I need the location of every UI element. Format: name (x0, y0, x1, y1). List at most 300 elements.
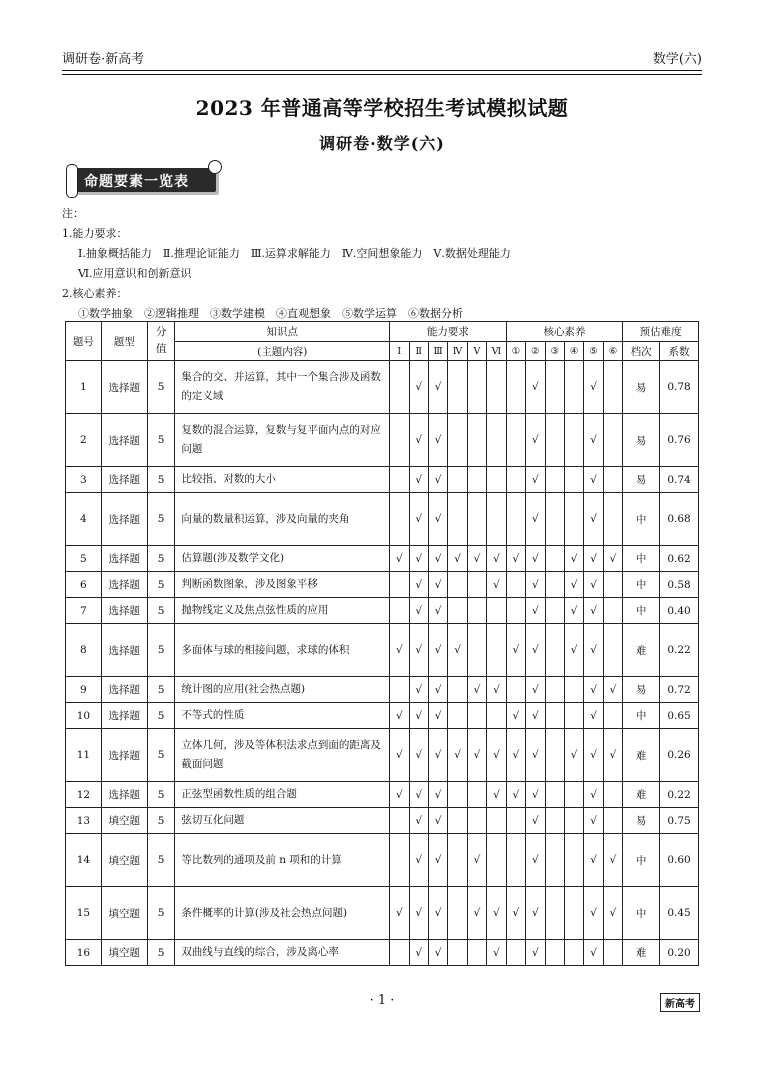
check-mark: √ (506, 546, 525, 572)
table-row (66, 834, 699, 887)
empty-cell (448, 782, 467, 808)
check-mark: √ (428, 546, 447, 572)
empty-cell (390, 414, 409, 467)
ability-col-6: Ⅵ (487, 342, 506, 361)
cell-coef: 0.72 (660, 677, 699, 703)
ability-col-2: Ⅱ (409, 342, 428, 361)
cell-level: 难 (623, 940, 660, 966)
empty-cell (603, 808, 622, 834)
empty-cell (545, 834, 564, 887)
check-mark: √ (526, 703, 545, 729)
cell-type: 选择题 (101, 703, 147, 729)
cell-topic: 立体几何，涉及等体积法求点到面的距离及截面问题 (175, 729, 390, 782)
check-mark: √ (467, 834, 486, 887)
empty-cell (467, 493, 486, 546)
check-mark: √ (409, 782, 428, 808)
check-mark: √ (603, 729, 622, 782)
table-row (66, 782, 699, 808)
cell-level: 易 (623, 808, 660, 834)
table-row (66, 598, 699, 624)
cell-topic: 集合的交、并运算，其中一个集合涉及函数的定义域 (175, 361, 390, 414)
empty-cell (487, 414, 506, 467)
cell-type: 选择题 (101, 493, 147, 546)
empty-cell (390, 598, 409, 624)
empty-cell (448, 703, 467, 729)
cell-no: 12 (66, 782, 102, 808)
cell-topic: 等比数列的通项及前 n 项和的计算 (175, 834, 390, 887)
empty-cell (487, 467, 506, 493)
cell-no: 5 (66, 546, 102, 572)
empty-cell (448, 467, 467, 493)
check-mark: √ (526, 414, 545, 467)
table-row (66, 703, 699, 729)
ability-col-3: Ⅲ (428, 342, 447, 361)
empty-cell (564, 703, 583, 729)
check-mark: √ (584, 361, 603, 414)
empty-cell (487, 598, 506, 624)
check-mark: √ (584, 598, 603, 624)
check-mark: √ (487, 546, 506, 572)
empty-cell (564, 467, 583, 493)
check-mark: √ (603, 834, 622, 887)
empty-cell (545, 624, 564, 677)
empty-cell (448, 572, 467, 598)
cell-coef: 0.26 (660, 729, 699, 782)
empty-cell (448, 493, 467, 546)
empty-cell (506, 598, 525, 624)
cell-coef: 0.75 (660, 808, 699, 834)
check-mark: √ (390, 782, 409, 808)
check-mark: √ (603, 546, 622, 572)
cell-coef: 0.22 (660, 782, 699, 808)
col-header-coef: 系数 (660, 342, 699, 361)
check-mark: √ (428, 572, 447, 598)
cell-coef: 0.22 (660, 624, 699, 677)
empty-cell (564, 834, 583, 887)
cell-level: 中 (623, 834, 660, 887)
cell-level: 难 (623, 729, 660, 782)
cell-level: 中 (623, 598, 660, 624)
table-row (66, 624, 699, 677)
check-mark: √ (409, 467, 428, 493)
check-mark: √ (526, 887, 545, 940)
cell-score: 5 (147, 467, 175, 493)
check-mark: √ (428, 467, 447, 493)
requirements-table (65, 321, 699, 966)
table-row (66, 887, 699, 940)
literacy-col-1: ① (506, 342, 525, 361)
cell-coef: 0.65 (660, 703, 699, 729)
empty-cell (564, 361, 583, 414)
cell-no: 1 (66, 361, 102, 414)
empty-cell (564, 808, 583, 834)
notes-item-ability: 1.能力要求： (62, 227, 128, 240)
cell-coef: 0.78 (660, 361, 699, 414)
cell-score: 5 (147, 834, 175, 887)
check-mark: √ (409, 572, 428, 598)
empty-cell (506, 834, 525, 887)
check-mark: √ (448, 729, 467, 782)
empty-cell (448, 677, 467, 703)
cell-topic: 判断函数图象，涉及图象平移 (175, 572, 390, 598)
col-header-no: 题号 (66, 322, 102, 361)
table-row (66, 677, 699, 703)
cell-type: 填空题 (101, 940, 147, 966)
notes-label: 注： (62, 207, 84, 220)
empty-cell (448, 361, 467, 414)
ability-col-5: Ⅴ (467, 342, 486, 361)
header-left: 调研卷·新高考 (62, 52, 145, 67)
cell-no: 3 (66, 467, 102, 493)
col-header-literacy: 核心素养 (506, 322, 623, 342)
page-subtitle: 调研卷·数学(六) (319, 134, 445, 153)
empty-cell (390, 493, 409, 546)
empty-cell (564, 493, 583, 546)
empty-cell (390, 467, 409, 493)
table-row (66, 414, 699, 467)
empty-cell (545, 546, 564, 572)
cell-no: 6 (66, 572, 102, 598)
cell-type: 填空题 (101, 808, 147, 834)
empty-cell (603, 467, 622, 493)
empty-cell (448, 808, 467, 834)
check-mark: √ (526, 546, 545, 572)
cell-coef: 0.68 (660, 493, 699, 546)
cell-type: 填空题 (101, 887, 147, 940)
col-header-type: 题型 (101, 322, 147, 361)
empty-cell (603, 493, 622, 546)
empty-cell (467, 598, 486, 624)
check-mark: √ (428, 703, 447, 729)
empty-cell (506, 677, 525, 703)
empty-cell (545, 782, 564, 808)
literacy-col-3: ③ (545, 342, 564, 361)
empty-cell (487, 703, 506, 729)
ability-col-1: Ⅰ (390, 342, 409, 361)
scroll-curl-icon (208, 160, 222, 174)
check-mark: √ (409, 624, 428, 677)
cell-level: 易 (623, 467, 660, 493)
page-header (62, 48, 702, 70)
cell-coef: 0.60 (660, 834, 699, 887)
check-mark: √ (526, 834, 545, 887)
cell-topic: 统计图的应用(社会热点题) (175, 677, 390, 703)
check-mark: √ (526, 467, 545, 493)
check-mark: √ (526, 808, 545, 834)
check-mark: √ (526, 677, 545, 703)
empty-cell (467, 572, 486, 598)
check-mark: √ (428, 493, 447, 546)
table-row (66, 808, 699, 834)
cell-coef: 0.45 (660, 887, 699, 940)
table-row (66, 572, 699, 598)
cell-coef: 0.20 (660, 940, 699, 966)
table-row (66, 361, 699, 414)
col-header-topic: 知识点 (175, 322, 390, 342)
check-mark: √ (584, 834, 603, 887)
check-mark: √ (428, 808, 447, 834)
empty-cell (564, 677, 583, 703)
cell-type: 选择题 (101, 598, 147, 624)
check-mark: √ (506, 624, 525, 677)
empty-cell (467, 361, 486, 414)
empty-cell (506, 808, 525, 834)
check-mark: √ (428, 887, 447, 940)
check-mark: √ (409, 808, 428, 834)
empty-cell (506, 572, 525, 598)
empty-cell (545, 703, 564, 729)
check-mark: √ (448, 546, 467, 572)
check-mark: √ (487, 887, 506, 940)
col-header-difficulty: 预估难度 (623, 322, 699, 342)
check-mark: √ (409, 361, 428, 414)
check-mark: √ (428, 598, 447, 624)
check-mark: √ (390, 729, 409, 782)
cell-score: 5 (147, 546, 175, 572)
check-mark: √ (428, 677, 447, 703)
check-mark: √ (603, 887, 622, 940)
header-rule-thick (62, 70, 702, 71)
check-mark: √ (584, 546, 603, 572)
cell-topic: 估算题(涉及数学文化) (175, 546, 390, 572)
cell-topic: 抛物线定义及焦点弦性质的应用 (175, 598, 390, 624)
check-mark: √ (526, 361, 545, 414)
empty-cell (467, 782, 486, 808)
cell-topic: 多面体与球的相接问题，求球的体积 (175, 624, 390, 677)
check-mark: √ (487, 572, 506, 598)
cell-type: 选择题 (101, 361, 147, 414)
cell-level: 易 (623, 677, 660, 703)
empty-cell (448, 834, 467, 887)
cell-level: 中 (623, 572, 660, 598)
cell-score: 5 (147, 677, 175, 703)
check-mark: √ (584, 887, 603, 940)
check-mark: √ (409, 414, 428, 467)
table-row (66, 467, 699, 493)
check-mark: √ (409, 546, 428, 572)
footer-tag: 新高考 (660, 993, 700, 1012)
empty-cell (448, 940, 467, 966)
empty-cell (564, 940, 583, 966)
cell-type: 填空题 (101, 834, 147, 887)
empty-cell (467, 414, 486, 467)
cell-score: 5 (147, 808, 175, 834)
check-mark: √ (428, 414, 447, 467)
cell-score: 5 (147, 414, 175, 467)
check-mark: √ (584, 808, 603, 834)
check-mark: √ (584, 782, 603, 808)
cell-level: 中 (623, 703, 660, 729)
check-mark: √ (584, 467, 603, 493)
empty-cell (545, 729, 564, 782)
empty-cell (448, 598, 467, 624)
check-mark: √ (428, 940, 447, 966)
cell-score: 5 (147, 361, 175, 414)
check-mark: √ (467, 677, 486, 703)
check-mark: √ (564, 624, 583, 677)
cell-score: 5 (147, 782, 175, 808)
ability-list-2: Ⅵ.应用意识和创新意识 (78, 267, 192, 280)
cell-level: 中 (623, 887, 660, 940)
check-mark: √ (506, 782, 525, 808)
check-mark: √ (409, 940, 428, 966)
empty-cell (564, 414, 583, 467)
cell-coef: 0.62 (660, 546, 699, 572)
cell-topic: 比较指、对数的大小 (175, 467, 390, 493)
empty-cell (487, 493, 506, 546)
cell-type: 选择题 (101, 572, 147, 598)
empty-cell (487, 834, 506, 887)
notes-section (62, 204, 511, 324)
cell-topic: 正弦型函数性质的组合题 (175, 782, 390, 808)
check-mark: √ (428, 624, 447, 677)
check-mark: √ (506, 703, 525, 729)
cell-type: 选择题 (101, 624, 147, 677)
empty-cell (545, 808, 564, 834)
cell-score: 5 (147, 493, 175, 546)
check-mark: √ (584, 624, 603, 677)
cell-coef: 0.40 (660, 598, 699, 624)
empty-cell (603, 940, 622, 966)
cell-no: 14 (66, 834, 102, 887)
check-mark: √ (564, 598, 583, 624)
empty-cell (390, 834, 409, 887)
empty-cell (603, 361, 622, 414)
empty-cell (467, 703, 486, 729)
literacy-col-6: ⑥ (603, 342, 622, 361)
empty-cell (390, 361, 409, 414)
table-row (66, 729, 699, 782)
cell-no: 10 (66, 703, 102, 729)
empty-cell (545, 677, 564, 703)
cell-type: 选择题 (101, 677, 147, 703)
col-header-ability: 能力要求 (390, 322, 507, 342)
empty-cell (564, 887, 583, 940)
empty-cell (467, 808, 486, 834)
check-mark: √ (467, 887, 486, 940)
empty-cell (545, 598, 564, 624)
cell-topic: 向量的数量积运算，涉及向量的夹角 (175, 493, 390, 546)
ability-col-4: Ⅳ (448, 342, 467, 361)
cell-score: 5 (147, 940, 175, 966)
check-mark: √ (584, 572, 603, 598)
cell-coef: 0.58 (660, 572, 699, 598)
empty-cell (545, 887, 564, 940)
ability-list-1: Ⅰ.抽象概括能力 Ⅱ.推理论证能力 Ⅲ.运算求解能力 Ⅳ.空间想象能力 Ⅴ.数据处理能力 (78, 247, 511, 260)
check-mark: √ (506, 887, 525, 940)
cell-no: 15 (66, 887, 102, 940)
empty-cell (564, 782, 583, 808)
col-header-level: 档次 (623, 342, 660, 361)
empty-cell (390, 808, 409, 834)
col-header-score: 分值 (147, 322, 175, 361)
check-mark: √ (448, 624, 467, 677)
scroll-icon (66, 164, 78, 198)
check-mark: √ (506, 729, 525, 782)
cell-no: 4 (66, 493, 102, 546)
page-title: 2023 年普通高等学校招生考试模拟试题 (195, 96, 569, 120)
empty-cell (487, 808, 506, 834)
empty-cell (545, 467, 564, 493)
check-mark: √ (487, 782, 506, 808)
cell-level: 易 (623, 361, 660, 414)
cell-level: 中 (623, 546, 660, 572)
cell-topic: 条件概率的计算(涉及社会热点问题) (175, 887, 390, 940)
empty-cell (467, 467, 486, 493)
empty-cell (390, 940, 409, 966)
empty-cell (506, 467, 525, 493)
header-right: 数学(六) (652, 52, 702, 67)
cell-topic: 弦切互化问题 (175, 808, 390, 834)
cell-type: 选择题 (101, 414, 147, 467)
check-mark: √ (526, 729, 545, 782)
cell-type: 选择题 (101, 782, 147, 808)
empty-cell (506, 940, 525, 966)
empty-cell (506, 493, 525, 546)
cell-coef: 0.76 (660, 414, 699, 467)
check-mark: √ (390, 703, 409, 729)
check-mark: √ (526, 624, 545, 677)
check-mark: √ (487, 940, 506, 966)
cell-level: 难 (623, 782, 660, 808)
cell-no: 16 (66, 940, 102, 966)
empty-cell (545, 572, 564, 598)
literacy-col-5: ⑤ (584, 342, 603, 361)
check-mark: √ (467, 546, 486, 572)
check-mark: √ (584, 414, 603, 467)
check-mark: √ (409, 677, 428, 703)
empty-cell (545, 414, 564, 467)
empty-cell (467, 624, 486, 677)
cell-type: 选择题 (101, 467, 147, 493)
literacy-col-2: ② (526, 342, 545, 361)
cell-type: 选择题 (101, 546, 147, 572)
check-mark: √ (526, 493, 545, 546)
table-row (66, 493, 699, 546)
cell-level: 中 (623, 493, 660, 546)
cell-score: 5 (147, 703, 175, 729)
cell-score: 5 (147, 572, 175, 598)
check-mark: √ (487, 729, 506, 782)
empty-cell (603, 624, 622, 677)
check-mark: √ (428, 782, 447, 808)
requirements-table-body (66, 361, 699, 966)
check-mark: √ (584, 677, 603, 703)
cell-topic: 双曲线与直线的综合，涉及离心率 (175, 940, 390, 966)
cell-level: 易 (623, 414, 660, 467)
empty-cell (603, 572, 622, 598)
check-mark: √ (409, 493, 428, 546)
cell-no: 8 (66, 624, 102, 677)
cell-score: 5 (147, 598, 175, 624)
check-mark: √ (526, 782, 545, 808)
empty-cell (390, 677, 409, 703)
empty-cell (603, 414, 622, 467)
header-rule-thin (62, 74, 702, 75)
literacy-col-4: ④ (564, 342, 583, 361)
table-row (66, 546, 699, 572)
literacy-list: ①数学抽象 ②逻辑推理 ③数学建模 ④直观想象 ⑤数学运算 ⑥数据分析 (78, 307, 463, 320)
cell-no: 11 (66, 729, 102, 782)
empty-cell (603, 703, 622, 729)
empty-cell (467, 940, 486, 966)
cell-no: 13 (66, 808, 102, 834)
notes-item-literacy: 2.核心素养： (62, 287, 128, 300)
empty-cell (603, 782, 622, 808)
check-mark: √ (526, 598, 545, 624)
check-mark: √ (584, 703, 603, 729)
empty-cell (506, 414, 525, 467)
